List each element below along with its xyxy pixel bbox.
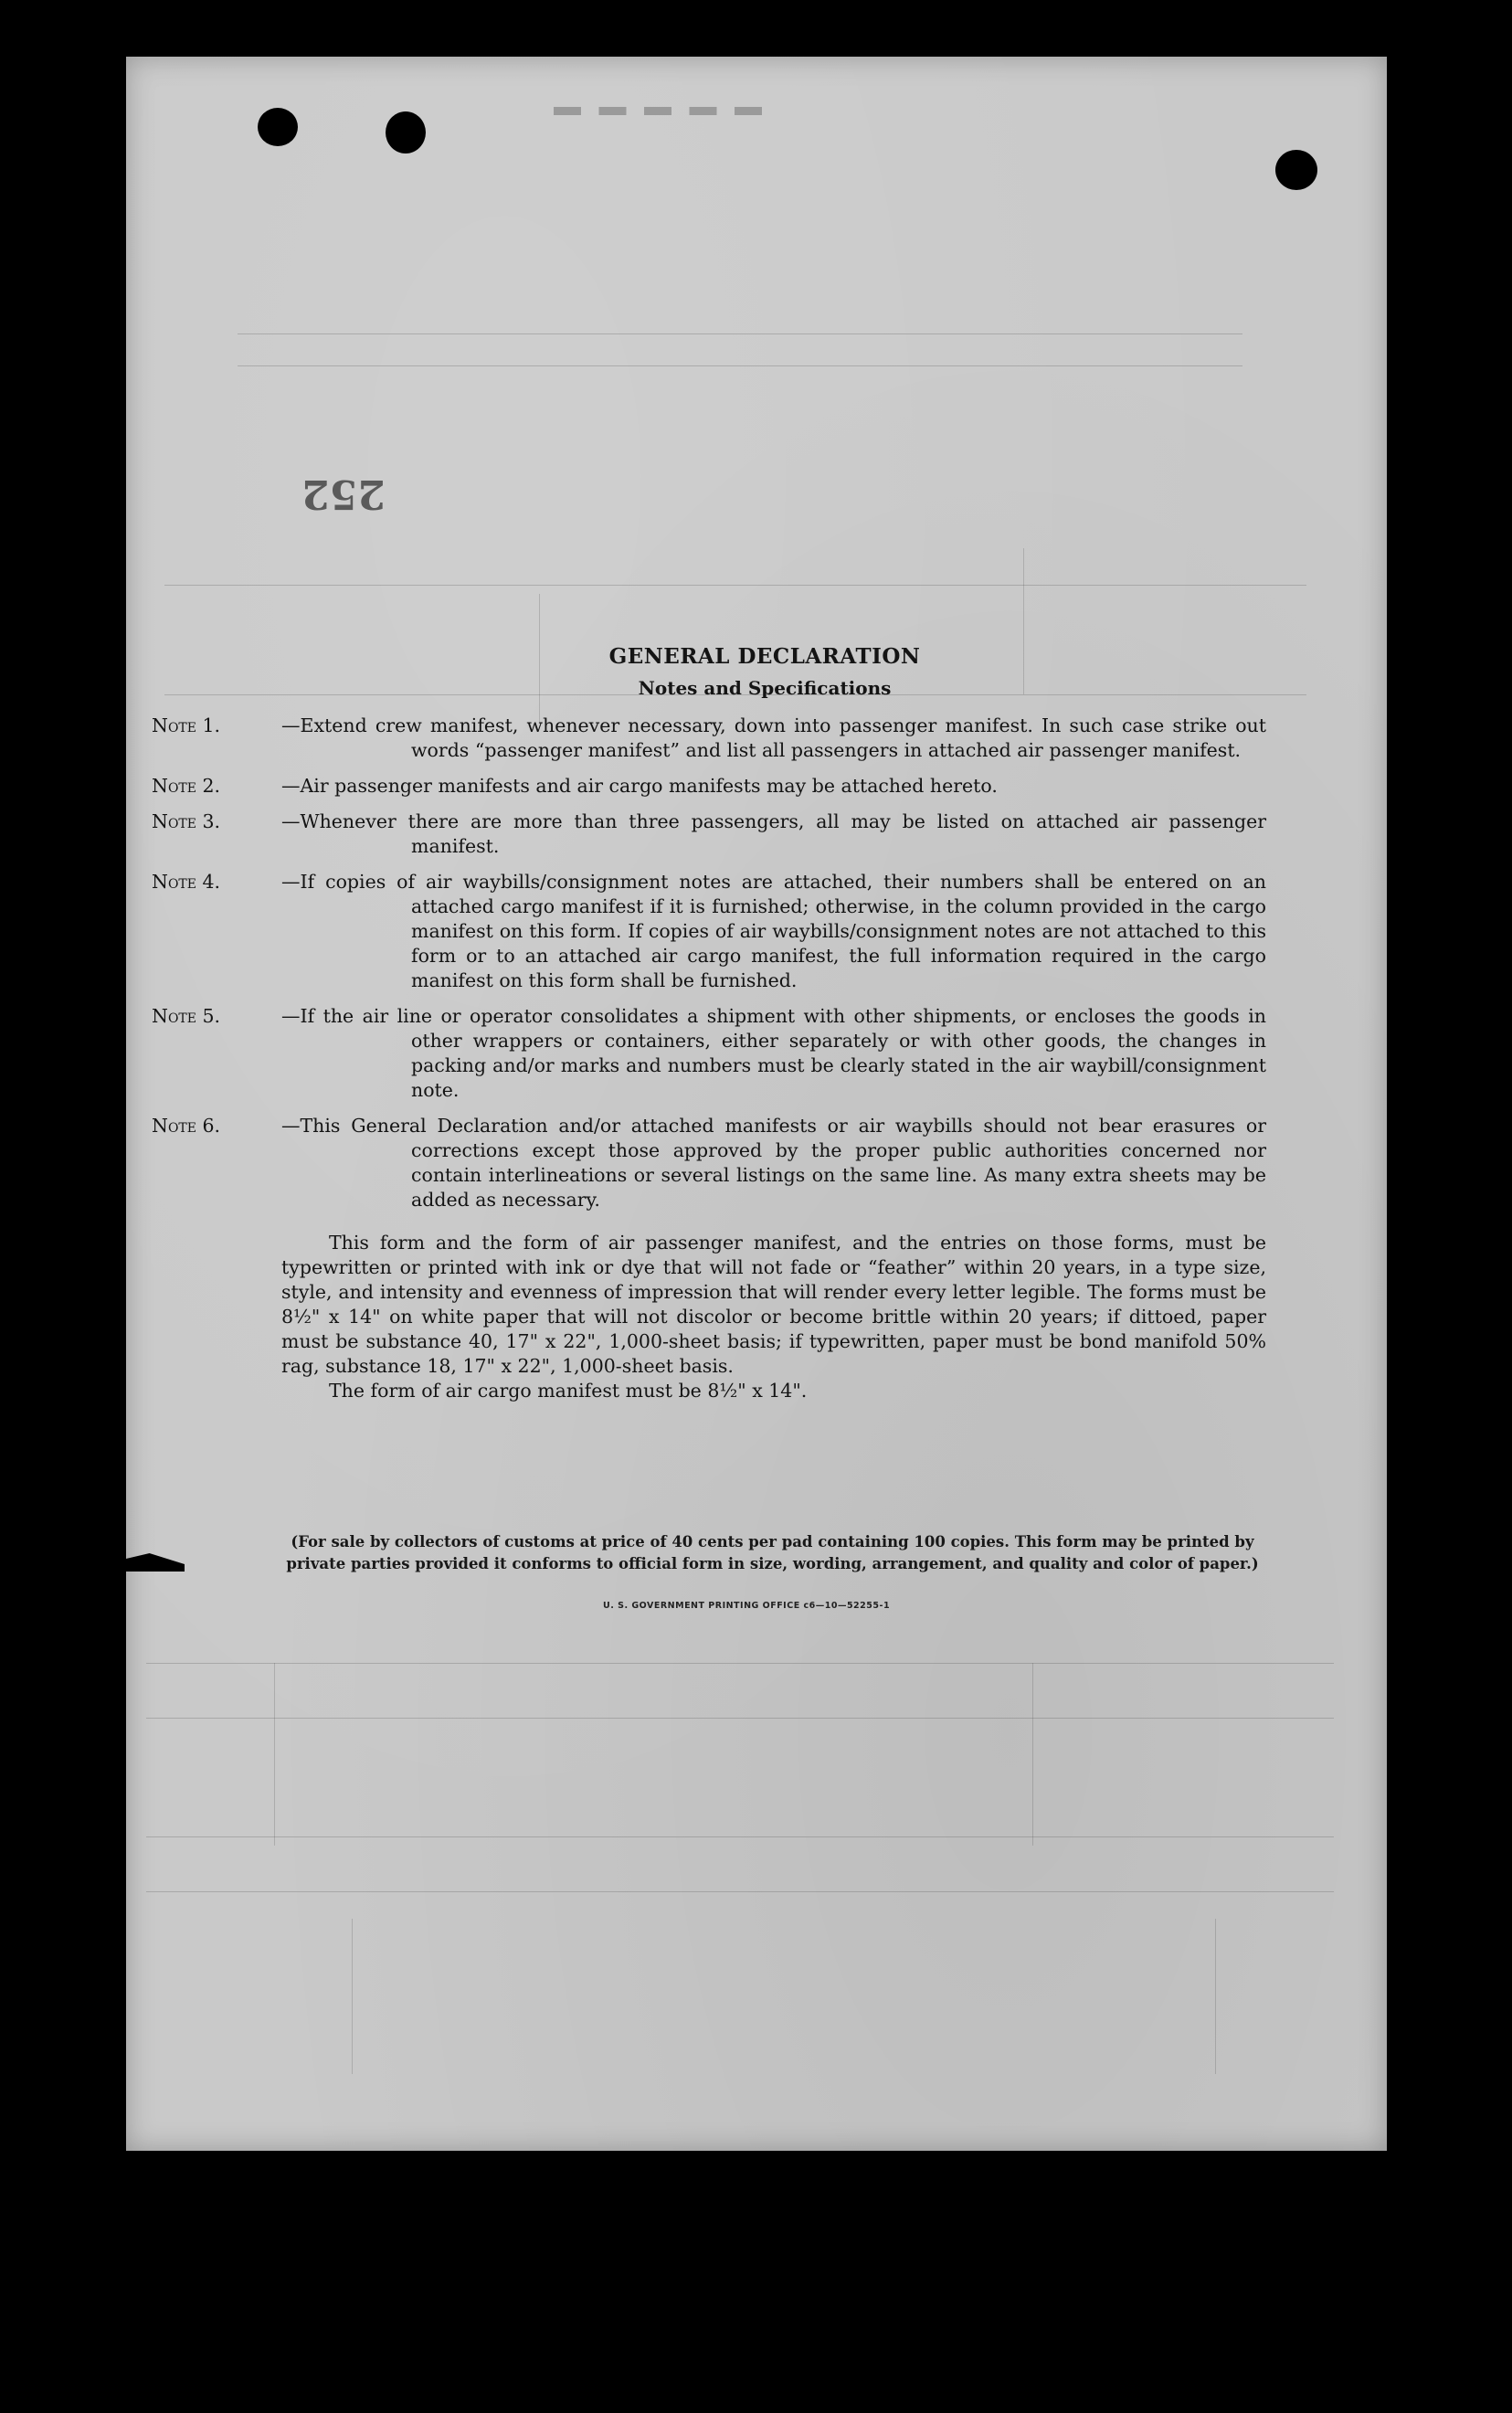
bleed-through-line bbox=[274, 1663, 275, 1846]
punch-hole-left bbox=[258, 108, 298, 146]
handwritten-number: 252 bbox=[301, 471, 386, 517]
note-item bbox=[281, 774, 1266, 799]
bleed-through-text: ▬ ▬ ▬ ▬ ▬ bbox=[548, 91, 762, 122]
punch-hole-center bbox=[386, 111, 426, 153]
notes-section bbox=[281, 644, 1266, 1403]
bleed-through-line bbox=[352, 1919, 353, 2074]
note-text: —If the air line or operator consolidates a shipment with other shipments, or encloses the goods in other wrappers or containers, either separately or with other goods, the changes in packing and/or marks and numbers must be clearly stated in the air waybill/consignment note. bbox=[281, 1005, 1266, 1101]
note-item bbox=[281, 810, 1266, 859]
note-text: —Air passenger manifests and air cargo manifests may be attached hereto. bbox=[281, 775, 998, 797]
cargo-manifest-size-line: The form of air cargo manifest must be 8½" x 14". bbox=[329, 1380, 808, 1402]
note-item bbox=[281, 1004, 1266, 1103]
note-item bbox=[281, 870, 1266, 993]
bleed-through-line bbox=[146, 1891, 1334, 1892]
note-text: —If copies of air waybills/consignment notes are attached, their numbers shall be entered on an attached cargo manifest if it is furnished; otherwise, in the column provided in the cargo manifest on this form. If copies of air waybills/consignment notes are not attached to this form or to an attached air cargo manifest, the full information required in the cargo manifest on this form shall be furnished. bbox=[281, 871, 1266, 991]
bleed-through-line bbox=[146, 1718, 1334, 1719]
note-text: —Whenever there are more than three passengers, all may be listed on attached air passenger manifest. bbox=[281, 810, 1266, 857]
bleed-through-line bbox=[1215, 1919, 1216, 2074]
note-text: —Extend crew manifest, whenever necessary, down into passenger manifest. In such case strike out words “passenger manifest” and list all passengers in attached air passenger manifest. bbox=[281, 714, 1266, 761]
note-text: —This General Declaration and/or attached manifests or air waybills should not bear erasures or corrections except those approved by the proper public authorities concerned nor contain interlineations or several listings on the same line. As many extra sheets may be added as necessary. bbox=[281, 1115, 1266, 1211]
punch-hole-right bbox=[1275, 150, 1317, 190]
bleed-through-line bbox=[1032, 1663, 1033, 1846]
sale-footnote: (For sale by collectors of customs at price of 40 cents per pad containing 100 copies. This form may be printed by private parties provided it conforms to official form in size, wording, arrangement, and quality and color of paper.) bbox=[286, 1533, 1259, 1572]
note-item bbox=[281, 1114, 1266, 1212]
bleed-through-line bbox=[238, 333, 1242, 334]
bleed-through-line bbox=[146, 1663, 1334, 1664]
bleed-through-line bbox=[164, 585, 1306, 586]
notes-list bbox=[281, 714, 1266, 1212]
specifications-paragraph: This form and the form of air passenger manifest, and the entries on those forms, must be typewritten or printed with ink or dye that will not fade or “feather” within 20 years, in a type size, style, and intensity and evenness of impression that will render every letter legible. The forms must be 8½" x 14" on white paper that will not discolor or become brittle within 20 years; if dittoed, paper must be substance 40, 17" x 22", 1,000-sheet basis; if typewritten, paper must be bond manifold 50% rag, substance 18, 17" x 22", 1,000-sheet basis. bbox=[281, 1232, 1266, 1377]
document-title: GENERAL DECLARATION bbox=[608, 644, 921, 669]
bleed-through-line bbox=[146, 1836, 1334, 1837]
bleed-through-line bbox=[238, 365, 1242, 366]
note-item bbox=[281, 714, 1266, 763]
document-subtitle: Notes and Specifications bbox=[638, 677, 892, 699]
printer-imprint: U. S. GOVERNMENT PRINTING OFFICE c6—10—52255-1 bbox=[603, 1601, 891, 1611]
